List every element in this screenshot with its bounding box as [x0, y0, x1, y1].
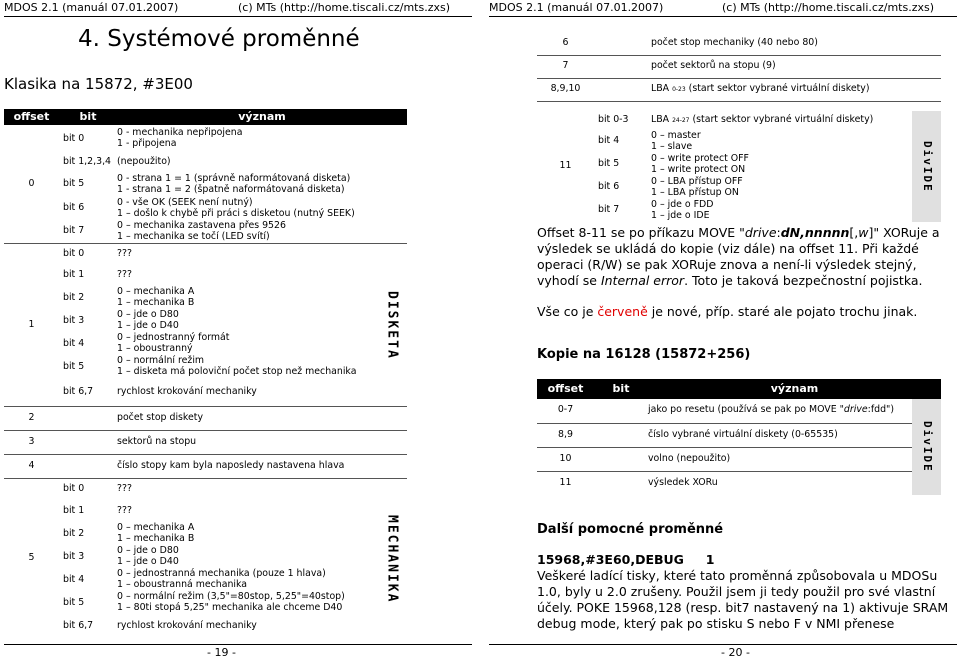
meaning-line: 0 - mechanika nepřipojena — [117, 127, 243, 139]
offset-cell: 3 — [4, 431, 59, 455]
red-note-paragraph: Vše co je červeně je nové, příp. staré ale pojato trochu jinak. — [537, 304, 918, 319]
offset-cell: 1 — [4, 244, 59, 407]
offset-cell: 8,9 — [537, 423, 594, 447]
meaning-line: 0 – normální režim (3,5"=80stop, 5,25"=40stop) — [117, 591, 345, 603]
meaning-line: 0 - strana 1 = 1 (správně naformátovaná disketa) — [117, 172, 351, 184]
offset-description-paragraph: Offset 8-11 se po příkazu MOVE "drive:dN,nnnnn[,w]" XORuje a výsledek se ukládá do kopie (viz dále) na offset 11. Při každé operaci (R/W) se pak XORuje znova a není-li výsledek stejný, vyhodí se Internal error. Toto je taková bezpečnostní pojistka. — [537, 225, 940, 288]
bit-cell: bit 5 — [598, 158, 620, 170]
table-header-row — [4, 109, 407, 125]
meaning-line: 0 – master — [651, 129, 701, 141]
meaning-line: LBA 0-23 (start sektor vybrané virtuální diskety) — [651, 78, 941, 101]
copy-header-bit: bit — [594, 379, 648, 399]
meaning-line: 0 – normální režim — [117, 355, 205, 367]
variables-table-continued — [537, 32, 941, 222]
header-offset: offset — [4, 109, 59, 125]
meaning-line: ??? — [117, 505, 132, 517]
meaning-line: 1 – LBA přístup ON — [651, 186, 739, 198]
bit-cell: bit 7 — [598, 204, 620, 216]
offset-cell: 6 — [537, 32, 594, 55]
header-meaning: význam — [117, 109, 407, 125]
offset-cell: 0-7 — [537, 399, 594, 423]
meaning-line: 0 – mechanika A — [117, 286, 195, 298]
meaning-line: 1 – jde o D40 — [117, 320, 179, 331]
meaning-line: 1 – došlo k chybě při práci s disketou (nutný SEEK) — [117, 207, 355, 219]
bit-cell: bit 4 — [63, 337, 85, 349]
meaning-line: číslo vybrané virtuální diskety (0-65535) — [648, 423, 912, 447]
offset-cell: 11 — [559, 160, 572, 172]
offset-cell: 8,9,10 — [537, 78, 594, 101]
header-bit: bit — [59, 109, 117, 125]
bit-cell: bit 6 — [598, 181, 620, 193]
meaning-line: 0 – jde o D80 — [117, 545, 179, 557]
left-footer-rule — [4, 644, 472, 645]
meaning-line: 0 – jde o D80 — [117, 309, 179, 321]
offset-cell: 0 — [4, 125, 59, 244]
copy-table-header-row — [537, 379, 941, 399]
meaning-line: rychlost krokování mechaniky — [117, 379, 375, 407]
offset-cell: 11 — [559, 476, 572, 488]
offset-cell: 4 — [4, 455, 59, 479]
meaning-line: ??? — [117, 247, 132, 259]
bit-cell: bit 4 — [598, 135, 620, 147]
meaning-line: jako po resetu (používá se pak po MOVE "drive:fdd") — [648, 399, 912, 423]
meaning-line: 1 – mechanika se točí (LED svítí) — [117, 230, 270, 242]
bit-cell: bit 3 — [63, 314, 85, 326]
bit-cell: bit 0 — [63, 483, 85, 495]
bit-cell: bit 3 — [63, 550, 85, 562]
meaning-line: 0 – mechanika A — [117, 522, 195, 534]
bit-cell: bit 0 — [63, 132, 85, 144]
meaning-line: 0 – jednostranná mechanika (pouze 1 hlava) — [117, 568, 326, 580]
bit-cell: bit 0-3 — [598, 114, 629, 126]
bit-cell: bit 6,7 — [59, 379, 117, 407]
left-page-number: - 19 - — [207, 646, 236, 659]
bit-cell: bit 6 — [63, 202, 85, 214]
meaning-line: 0 – mechanika zastavena přes 9526 — [117, 219, 286, 231]
meaning-line: 1 – jde o D40 — [117, 556, 179, 567]
bit-cell: bit 2 — [63, 527, 85, 539]
meaning-line: (nepoužito) — [117, 156, 171, 168]
meaning-line: 1 – write protect ON — [651, 163, 746, 175]
meaning-line: 0 - vše OK (SEEK není nutný) — [117, 196, 253, 208]
copy-table — [537, 379, 941, 495]
meaning-line: 1 – 80ti stopá 5,25" mechanika ale chceme D40 — [117, 602, 343, 613]
offset-cell: 5 — [28, 552, 35, 564]
meaning-line: volno (nepoužito) — [648, 447, 912, 471]
bit-cell: bit 6,7 — [63, 620, 94, 632]
meaning-line: ??? — [117, 483, 132, 495]
bit-cell: bit 7 — [63, 225, 85, 237]
debug-title: 15968,#3E60,DEBUG 1 — [537, 552, 715, 567]
bit-cell: bit 1 — [63, 269, 85, 281]
bit-cell: bit 2 — [63, 291, 85, 303]
meaning-line: rychlost krokování mechaniky — [117, 620, 257, 632]
meaning-line: 1 - strana 1 = 2 (špatně naformátovaná disketa) — [117, 183, 345, 195]
right-header-title: MDOS 2.1 (manuál 07.01.2007) — [489, 1, 664, 14]
offset-cell: 10 — [537, 447, 594, 471]
meaning-line: 1 – disketa má poloviční počet stop než mechanika — [117, 366, 357, 377]
bit-cell: bit 1 — [63, 505, 85, 517]
meaning-line: 1 – mechanika B — [117, 297, 195, 308]
right-footer-rule — [489, 644, 957, 645]
meaning-line: počet sektorů na stopu (9) — [651, 55, 941, 78]
meaning-line: 1 – slave — [651, 140, 693, 152]
meaning-line: LBA 24-27 (start sektor vybrané virtuální diskety) — [651, 114, 874, 126]
meaning-line: číslo stopy kam byla naposledy nastavena hlava — [117, 455, 407, 479]
meaning-line: ??? — [117, 269, 132, 281]
meaning-line: výsledek XORu — [648, 476, 718, 488]
left-header-rule — [4, 16, 472, 17]
copy-section-title: Kopie na 16128 (15872+256) — [537, 347, 751, 362]
left-header-copyright: (c) MTs (http://home.tiscali.cz/mts.zxs) — [238, 1, 451, 14]
disketa-label: DISKETA — [384, 290, 400, 360]
mechanika-label: MECHANIKA — [384, 514, 400, 603]
copy-header-meaning: význam — [648, 379, 941, 399]
divide-label: DivIDE — [920, 140, 934, 193]
meaning-line: 0 – jde o FDD — [651, 198, 714, 210]
left-header-title: MDOS 2.1 (manuál 07.01.2007) — [4, 1, 179, 14]
right-header-rule — [489, 16, 957, 17]
offset-cell: 2 — [4, 407, 59, 431]
meaning-line: 0 – write protect OFF — [651, 152, 749, 164]
meaning-line: 1 - připojena — [117, 138, 177, 149]
meaning-line: 1 – mechanika B — [117, 533, 195, 544]
right-page-number: - 20 - — [721, 646, 750, 659]
other-variables-title: Další pomocné proměnné — [537, 522, 724, 537]
meaning-line: počet stop diskety — [117, 407, 407, 431]
system-variables-table — [4, 109, 407, 639]
meaning-line: 1 – jde o IDE — [651, 209, 710, 221]
bit-cell: bit 5 — [63, 596, 85, 608]
bit-cell: bit 4 — [63, 573, 85, 585]
copy-divide-label: DivIDE — [920, 421, 934, 473]
section-subtitle: Klasika na 15872, #3E00 — [4, 75, 193, 93]
red-text: červeně — [597, 304, 648, 319]
meaning-line: počet stop mechaniky (40 nebo 80) — [651, 32, 941, 55]
meaning-line: 1 – oboustranná mechanika — [117, 579, 248, 590]
debug-paragraph: Veškeré ladící tisky, které tato proměnná způsobovala u MDOSu 1.0, byly u 2.0 zrušeny. Použil jsem ji tedy použil pro své vlastní účely. POKE 15968,128 (resp. bit7 nastavený na 1) aktivuje SRAM debug mode, který pak po stisku S nebo F v NMI přenese — [537, 568, 949, 631]
meaning-line: 0 – jednostranný formát — [117, 332, 230, 344]
meaning-line: 1 – oboustranný — [117, 343, 193, 354]
right-header-copyright: (c) MTs (http://home.tiscali.cz/mts.zxs) — [722, 1, 935, 14]
bit-cell: bit 5 — [63, 360, 85, 372]
meaning-line: sektorů na stopu — [117, 431, 407, 455]
offset-cell: 7 — [537, 55, 594, 78]
bit-cell: bit 5 — [63, 178, 85, 190]
bit-cell: bit 1,2,3,4 — [63, 156, 112, 168]
meaning-line: 0 – LBA přístup OFF — [651, 175, 743, 187]
bit-cell: bit 0 — [63, 247, 85, 259]
copy-header-offset: offset — [537, 379, 594, 399]
chapter-title: 4. Systémové proměnné — [78, 26, 360, 52]
